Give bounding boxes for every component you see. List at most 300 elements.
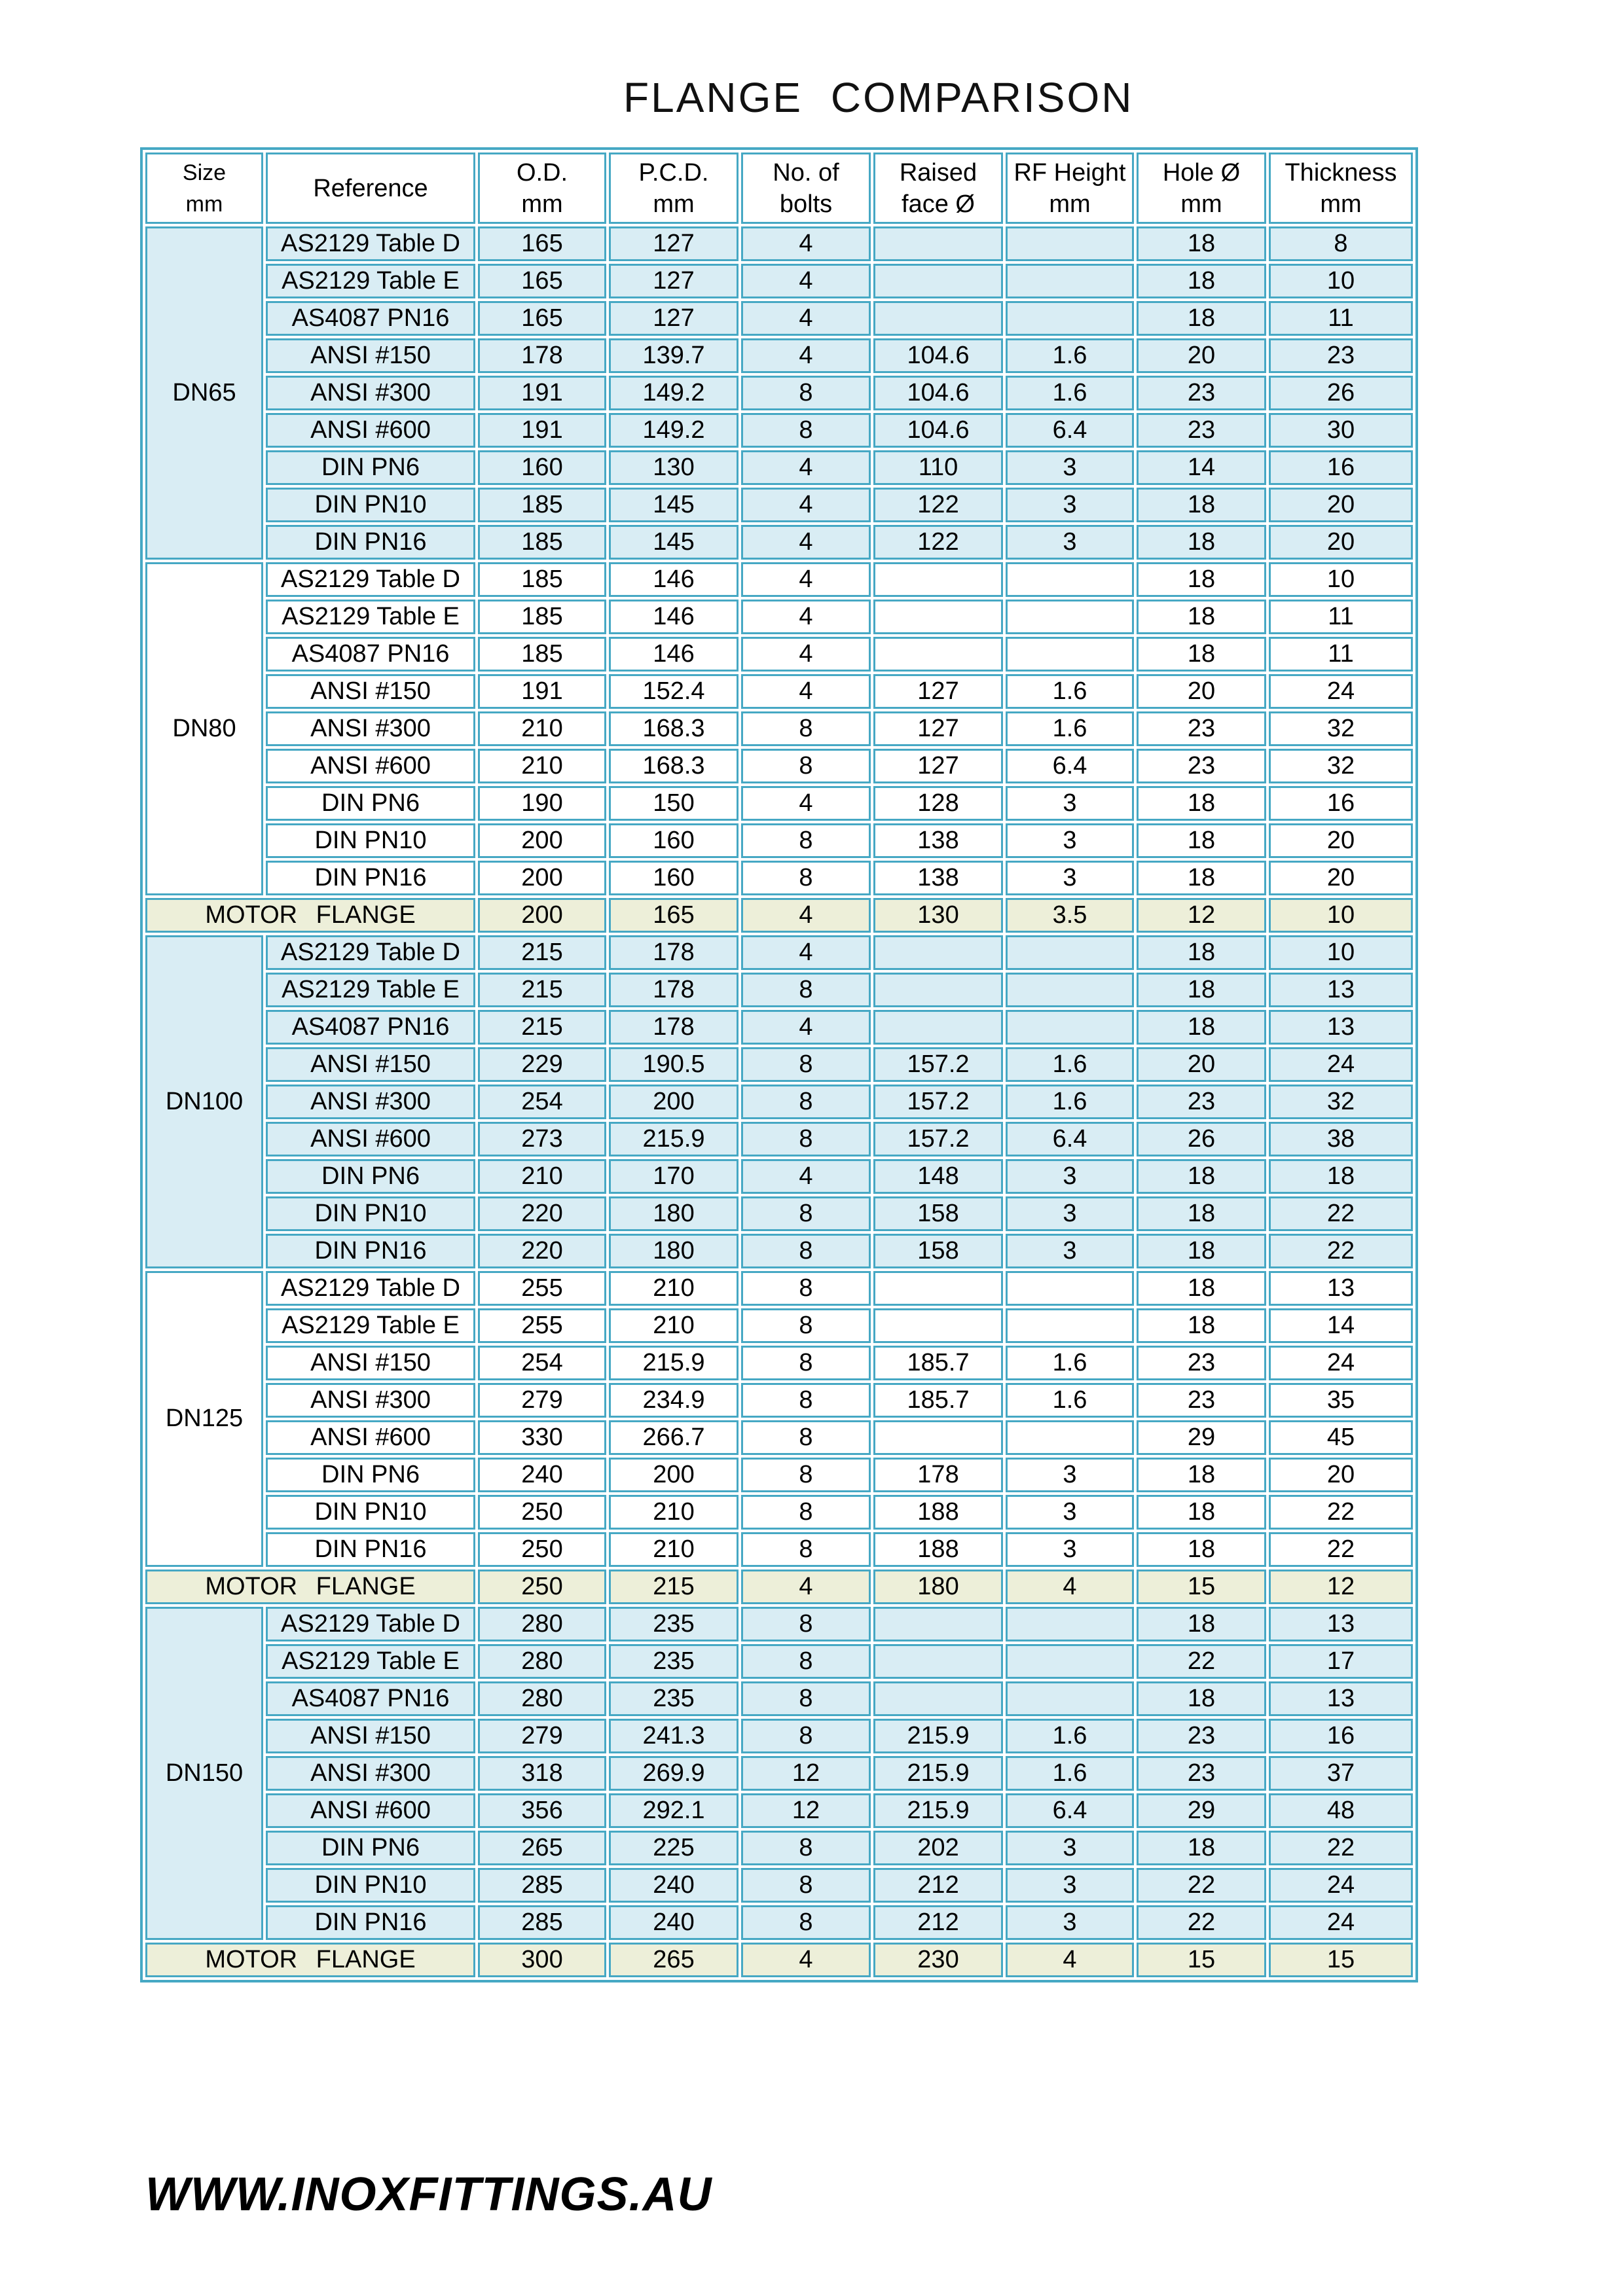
cell-pcd: 266.7 — [609, 1420, 739, 1455]
column-header-rf-line2: face Ø — [902, 190, 975, 218]
cell-bolts: 4 — [741, 898, 871, 933]
table-row — [145, 1607, 1413, 1641]
cell-od: 229 — [478, 1047, 606, 1082]
cell-thk: 10 — [1269, 562, 1413, 597]
cell-pcd: 200 — [609, 1458, 739, 1492]
size-group-label-dn80: DN80 — [145, 562, 263, 895]
cell-od: 165 — [478, 301, 606, 336]
cell-ref: DIN PN10 — [266, 1868, 475, 1903]
cell-bolts: 8 — [741, 1122, 871, 1157]
cell-pcd: 234.9 — [609, 1383, 739, 1418]
cell-rf: 185.7 — [873, 1346, 1003, 1380]
cell-od: 273 — [478, 1122, 606, 1157]
cell-ref: AS4087 PN16 — [266, 637, 475, 672]
cell-hole: 18 — [1137, 1607, 1266, 1641]
cell-rfh — [1006, 226, 1134, 261]
cell-rfh: 1.6 — [1006, 1047, 1134, 1082]
table-row — [145, 338, 1413, 373]
cell-rf: 180 — [873, 1570, 1003, 1604]
cell-pcd: 127 — [609, 226, 739, 261]
column-header-od — [478, 152, 606, 224]
cell-thk: 13 — [1269, 973, 1413, 1007]
cell-pcd: 130 — [609, 450, 739, 485]
cell-od: 254 — [478, 1346, 606, 1380]
cell-thk: 32 — [1269, 749, 1413, 783]
cell-rf — [873, 1271, 1003, 1306]
cell-od: 200 — [478, 823, 606, 858]
cell-pcd: 150 — [609, 786, 739, 821]
table-row — [145, 1831, 1413, 1865]
cell-hole: 26 — [1137, 1122, 1266, 1157]
cell-rf: 138 — [873, 861, 1003, 895]
cell-bolts: 8 — [741, 1607, 871, 1641]
cell-hole: 18 — [1137, 1196, 1266, 1231]
cell-bolts: 4 — [741, 562, 871, 597]
cell-bolts: 8 — [741, 1532, 871, 1567]
cell-ref: DIN PN6 — [266, 1831, 475, 1865]
table-row — [145, 1905, 1413, 1940]
cell-rfh: 6.4 — [1006, 1793, 1134, 1828]
cell-bolts: 8 — [741, 1831, 871, 1865]
cell-ref: ANSI #600 — [266, 749, 475, 783]
cell-thk: 24 — [1269, 1346, 1413, 1380]
cell-pcd: 215.9 — [609, 1346, 739, 1380]
cell-thk: 20 — [1269, 1458, 1413, 1492]
cell-ref: AS2129 Table D — [266, 226, 475, 261]
flange-table — [140, 147, 1418, 1982]
cell-bolts: 8 — [741, 1719, 871, 1753]
cell-od: 300 — [478, 1943, 606, 1977]
table-row — [145, 1420, 1413, 1455]
column-header-hole-line2: mm — [1180, 190, 1222, 218]
cell-rf: 157.2 — [873, 1122, 1003, 1157]
cell-ref: DIN PN10 — [266, 823, 475, 858]
cell-ref: ANSI #300 — [266, 1085, 475, 1119]
cell-thk: 16 — [1269, 786, 1413, 821]
cell-rfh: 3 — [1006, 1458, 1134, 1492]
cell-od: 165 — [478, 226, 606, 261]
table-row — [145, 1234, 1413, 1268]
cell-thk: 20 — [1269, 823, 1413, 858]
table-row — [145, 1010, 1413, 1045]
cell-thk: 30 — [1269, 413, 1413, 448]
table-row — [145, 637, 1413, 672]
cell-hole: 12 — [1137, 898, 1266, 933]
cell-od: 280 — [478, 1681, 606, 1716]
motor-flange-label: MOTOR FLANGE — [145, 1943, 475, 1977]
motor-flange-label: MOTOR FLANGE — [145, 1570, 475, 1604]
column-header-od-line2: mm — [521, 190, 563, 218]
cell-thk: 24 — [1269, 1905, 1413, 1940]
table-row — [145, 1458, 1413, 1492]
cell-od: 215 — [478, 1010, 606, 1045]
cell-ref: AS2129 Table D — [266, 1271, 475, 1306]
cell-pcd: 200 — [609, 1085, 739, 1119]
cell-od: 191 — [478, 413, 606, 448]
cell-bolts: 4 — [741, 1570, 871, 1604]
cell-rfh: 1.6 — [1006, 338, 1134, 373]
page-title: FLANGE COMPARISON — [623, 74, 1134, 121]
cell-pcd: 139.7 — [609, 338, 739, 373]
cell-hole: 14 — [1137, 450, 1266, 485]
cell-thk: 32 — [1269, 1085, 1413, 1119]
cell-hole: 29 — [1137, 1420, 1266, 1455]
cell-bolts: 8 — [741, 413, 871, 448]
table-row — [145, 1308, 1413, 1343]
cell-hole: 18 — [1137, 1271, 1266, 1306]
cell-rf: 178 — [873, 1458, 1003, 1492]
cell-pcd: 210 — [609, 1271, 739, 1306]
cell-pcd: 215 — [609, 1570, 739, 1604]
cell-hole: 18 — [1137, 264, 1266, 298]
cell-thk: 16 — [1269, 1719, 1413, 1753]
cell-rfh: 3 — [1006, 823, 1134, 858]
cell-od: 200 — [478, 861, 606, 895]
cell-pcd: 168.3 — [609, 749, 739, 783]
column-header-rfh-line2: mm — [1049, 190, 1091, 218]
cell-rfh — [1006, 600, 1134, 634]
cell-thk: 17 — [1269, 1644, 1413, 1679]
cell-thk: 22 — [1269, 1532, 1413, 1567]
cell-bolts: 4 — [741, 1943, 871, 1977]
cell-hole: 22 — [1137, 1905, 1266, 1940]
cell-hole: 18 — [1137, 1234, 1266, 1268]
cell-pcd: 235 — [609, 1681, 739, 1716]
cell-pcd: 149.2 — [609, 376, 739, 410]
cell-hole: 18 — [1137, 1681, 1266, 1716]
cell-ref: DIN PN16 — [266, 525, 475, 560]
cell-hole: 20 — [1137, 338, 1266, 373]
motor-flange-row — [145, 898, 1413, 933]
table-row — [145, 1346, 1413, 1380]
column-header-rfh-line1: RF Height — [1013, 158, 1126, 187]
cell-rf: 104.6 — [873, 413, 1003, 448]
cell-ref: DIN PN16 — [266, 861, 475, 895]
cell-hole: 18 — [1137, 1532, 1266, 1567]
cell-hole: 22 — [1137, 1868, 1266, 1903]
cell-ref: AS2129 Table E — [266, 600, 475, 634]
cell-bolts: 8 — [741, 1905, 871, 1940]
cell-thk: 22 — [1269, 1234, 1413, 1268]
cell-rfh: 3 — [1006, 786, 1134, 821]
table-row — [145, 413, 1413, 448]
cell-rf: 215.9 — [873, 1719, 1003, 1753]
cell-hole: 20 — [1137, 1047, 1266, 1082]
cell-od: 190 — [478, 786, 606, 821]
cell-bolts: 8 — [741, 1047, 871, 1082]
cell-od: 185 — [478, 637, 606, 672]
cell-rf: 188 — [873, 1495, 1003, 1530]
cell-bolts: 8 — [741, 973, 871, 1007]
size-group-label-dn100: DN100 — [145, 935, 263, 1268]
cell-bolts: 4 — [741, 674, 871, 709]
cell-rfh — [1006, 301, 1134, 336]
cell-hole: 18 — [1137, 301, 1266, 336]
table-row — [145, 1681, 1413, 1716]
table-row — [145, 861, 1413, 895]
cell-pcd: 215.9 — [609, 1122, 739, 1157]
cell-rf — [873, 264, 1003, 298]
cell-bolts: 8 — [741, 1495, 871, 1530]
cell-thk: 10 — [1269, 898, 1413, 933]
cell-pcd: 190.5 — [609, 1047, 739, 1082]
cell-rfh: 1.6 — [1006, 711, 1134, 746]
cell-hole: 23 — [1137, 749, 1266, 783]
cell-pcd: 149.2 — [609, 413, 739, 448]
cell-od: 280 — [478, 1607, 606, 1641]
cell-hole: 23 — [1137, 1085, 1266, 1119]
cell-rf: 185.7 — [873, 1383, 1003, 1418]
cell-ref: ANSI #600 — [266, 413, 475, 448]
table-row — [145, 1719, 1413, 1753]
cell-rfh: 3 — [1006, 1196, 1134, 1231]
cell-thk: 20 — [1269, 525, 1413, 560]
table-row — [145, 1271, 1413, 1306]
column-header-size — [145, 152, 263, 224]
cell-hole: 18 — [1137, 488, 1266, 522]
cell-hole: 23 — [1137, 1756, 1266, 1791]
table-row — [145, 1756, 1413, 1791]
cell-pcd: 160 — [609, 861, 739, 895]
table-row — [145, 1196, 1413, 1231]
cell-thk: 26 — [1269, 376, 1413, 410]
cell-rfh — [1006, 1644, 1134, 1679]
table-row — [145, 823, 1413, 858]
cell-od: 279 — [478, 1383, 606, 1418]
cell-ref: AS2129 Table D — [266, 935, 475, 970]
cell-bolts: 8 — [741, 1196, 871, 1231]
cell-pcd: 269.9 — [609, 1756, 739, 1791]
cell-od: 191 — [478, 376, 606, 410]
cell-od: 280 — [478, 1644, 606, 1679]
size-group-label-dn150: DN150 — [145, 1607, 263, 1940]
cell-ref: DIN PN6 — [266, 450, 475, 485]
cell-rf: 127 — [873, 749, 1003, 783]
cell-pcd: 146 — [609, 637, 739, 672]
cell-pcd: 145 — [609, 488, 739, 522]
table-row — [145, 749, 1413, 783]
cell-od: 250 — [478, 1495, 606, 1530]
cell-hole: 18 — [1137, 1159, 1266, 1194]
cell-rfh: 1.6 — [1006, 1383, 1134, 1418]
cell-pcd: 152.4 — [609, 674, 739, 709]
table-row — [145, 1868, 1413, 1903]
cell-rfh: 1.6 — [1006, 1719, 1134, 1753]
cell-rfh — [1006, 973, 1134, 1007]
cell-od: 285 — [478, 1868, 606, 1903]
cell-pcd: 210 — [609, 1495, 739, 1530]
cell-ref: ANSI #150 — [266, 674, 475, 709]
cell-hole: 18 — [1137, 935, 1266, 970]
cell-ref: ANSI #600 — [266, 1122, 475, 1157]
column-header-size-line2: mm — [185, 191, 223, 217]
cell-thk: 13 — [1269, 1010, 1413, 1045]
cell-thk: 37 — [1269, 1756, 1413, 1791]
cell-od: 210 — [478, 1159, 606, 1194]
cell-bolts: 4 — [741, 637, 871, 672]
cell-bolts: 4 — [741, 786, 871, 821]
cell-hole: 29 — [1137, 1793, 1266, 1828]
column-header-rfh — [1006, 152, 1134, 224]
cell-pcd: 235 — [609, 1644, 739, 1679]
cell-rfh: 1.6 — [1006, 1085, 1134, 1119]
cell-hole: 18 — [1137, 786, 1266, 821]
cell-ref: AS2129 Table E — [266, 1308, 475, 1343]
cell-od: 254 — [478, 1085, 606, 1119]
table-row — [145, 562, 1413, 597]
cell-od: 250 — [478, 1532, 606, 1567]
column-header-bolts-line2: bolts — [779, 190, 833, 218]
cell-thk: 24 — [1269, 1868, 1413, 1903]
cell-thk: 13 — [1269, 1271, 1413, 1306]
table-row — [145, 226, 1413, 261]
cell-rfh — [1006, 1607, 1134, 1641]
cell-thk: 15 — [1269, 1943, 1413, 1977]
cell-rf: 148 — [873, 1159, 1003, 1194]
cell-ref: DIN PN6 — [266, 786, 475, 821]
cell-rf: 128 — [873, 786, 1003, 821]
cell-rf — [873, 973, 1003, 1007]
cell-pcd: 210 — [609, 1308, 739, 1343]
cell-rf: 104.6 — [873, 376, 1003, 410]
cell-bolts: 12 — [741, 1756, 871, 1791]
cell-pcd: 168.3 — [609, 711, 739, 746]
cell-ref: DIN PN16 — [266, 1905, 475, 1940]
cell-rf: 215.9 — [873, 1793, 1003, 1828]
table-row — [145, 1793, 1413, 1828]
cell-hole: 22 — [1137, 1644, 1266, 1679]
cell-od: 356 — [478, 1793, 606, 1828]
cell-rfh: 1.6 — [1006, 1346, 1134, 1380]
cell-hole: 18 — [1137, 973, 1266, 1007]
cell-rfh: 4 — [1006, 1943, 1134, 1977]
cell-hole: 18 — [1137, 1458, 1266, 1492]
cell-rf: 104.6 — [873, 338, 1003, 373]
cell-rf: 127 — [873, 674, 1003, 709]
table-row — [145, 301, 1413, 336]
cell-pcd: 240 — [609, 1905, 739, 1940]
cell-bolts: 4 — [741, 525, 871, 560]
cell-pcd: 180 — [609, 1234, 739, 1268]
cell-rf: 202 — [873, 1831, 1003, 1865]
cell-ref: DIN PN10 — [266, 1495, 475, 1530]
cell-ref: ANSI #150 — [266, 338, 475, 373]
cell-od: 210 — [478, 711, 606, 746]
cell-hole: 18 — [1137, 525, 1266, 560]
cell-rfh: 3 — [1006, 1905, 1134, 1940]
cell-bolts: 4 — [741, 450, 871, 485]
column-header-ref-line1: Reference — [313, 174, 428, 202]
column-header-ref — [266, 152, 475, 224]
table-row — [145, 1159, 1413, 1194]
cell-thk: 18 — [1269, 1159, 1413, 1194]
cell-thk: 20 — [1269, 488, 1413, 522]
column-header-bolts — [741, 152, 871, 224]
cell-hole: 18 — [1137, 1831, 1266, 1865]
cell-thk: 14 — [1269, 1308, 1413, 1343]
cell-pcd: 210 — [609, 1532, 739, 1567]
table-row — [145, 1122, 1413, 1157]
column-header-thk-line1: Thickness — [1285, 158, 1397, 187]
cell-rf — [873, 600, 1003, 634]
cell-rf — [873, 226, 1003, 261]
cell-od: 185 — [478, 600, 606, 634]
header-row — [145, 152, 1413, 224]
cell-rfh — [1006, 264, 1134, 298]
cell-ref: AS4087 PN16 — [266, 1010, 475, 1045]
cell-rfh — [1006, 935, 1134, 970]
cell-ref: ANSI #150 — [266, 1047, 475, 1082]
column-header-pcd — [609, 152, 739, 224]
cell-ref: DIN PN16 — [266, 1532, 475, 1567]
cell-od: 200 — [478, 898, 606, 933]
cell-rf — [873, 301, 1003, 336]
cell-bolts: 8 — [741, 1271, 871, 1306]
cell-bolts: 4 — [741, 338, 871, 373]
cell-hole: 18 — [1137, 637, 1266, 672]
cell-hole: 18 — [1137, 226, 1266, 261]
cell-thk: 13 — [1269, 1681, 1413, 1716]
cell-od: 318 — [478, 1756, 606, 1791]
cell-ref: AS2129 Table D — [266, 562, 475, 597]
cell-thk: 24 — [1269, 674, 1413, 709]
cell-rf: 110 — [873, 450, 1003, 485]
cell-rf — [873, 562, 1003, 597]
cell-hole: 15 — [1137, 1570, 1266, 1604]
table-row — [145, 1383, 1413, 1418]
cell-bolts: 8 — [741, 861, 871, 895]
cell-rf: 130 — [873, 898, 1003, 933]
column-header-od-line1: O.D. — [516, 158, 568, 187]
table-row — [145, 674, 1413, 709]
cell-rfh: 1.6 — [1006, 674, 1134, 709]
cell-bolts: 8 — [741, 1868, 871, 1903]
cell-thk: 12 — [1269, 1570, 1413, 1604]
cell-thk: 10 — [1269, 935, 1413, 970]
cell-hole: 18 — [1137, 1308, 1266, 1343]
cell-ref: ANSI #150 — [266, 1719, 475, 1753]
cell-od: 220 — [478, 1234, 606, 1268]
cell-ref: AS4087 PN16 — [266, 301, 475, 336]
cell-ref: DIN PN10 — [266, 1196, 475, 1231]
cell-rf: 158 — [873, 1234, 1003, 1268]
cell-pcd: 235 — [609, 1607, 739, 1641]
cell-ref: AS2129 Table E — [266, 1644, 475, 1679]
table-row — [145, 488, 1413, 522]
cell-rf — [873, 1420, 1003, 1455]
table-row — [145, 1644, 1413, 1679]
cell-bolts: 4 — [741, 935, 871, 970]
cell-rf: 212 — [873, 1868, 1003, 1903]
table-row — [145, 376, 1413, 410]
cell-hole: 23 — [1137, 711, 1266, 746]
cell-hole: 23 — [1137, 376, 1266, 410]
cell-thk: 35 — [1269, 1383, 1413, 1418]
cell-rfh: 3 — [1006, 1532, 1134, 1567]
cell-rfh — [1006, 1681, 1134, 1716]
cell-rfh: 3 — [1006, 488, 1134, 522]
motor-flange-row — [145, 1570, 1413, 1604]
cell-rf: 230 — [873, 1943, 1003, 1977]
cell-thk: 22 — [1269, 1495, 1413, 1530]
table-row — [145, 264, 1413, 298]
cell-thk: 11 — [1269, 600, 1413, 634]
cell-thk: 22 — [1269, 1831, 1413, 1865]
cell-pcd: 178 — [609, 935, 739, 970]
cell-rfh — [1006, 1308, 1134, 1343]
cell-ref: DIN PN10 — [266, 488, 475, 522]
cell-pcd: 160 — [609, 823, 739, 858]
